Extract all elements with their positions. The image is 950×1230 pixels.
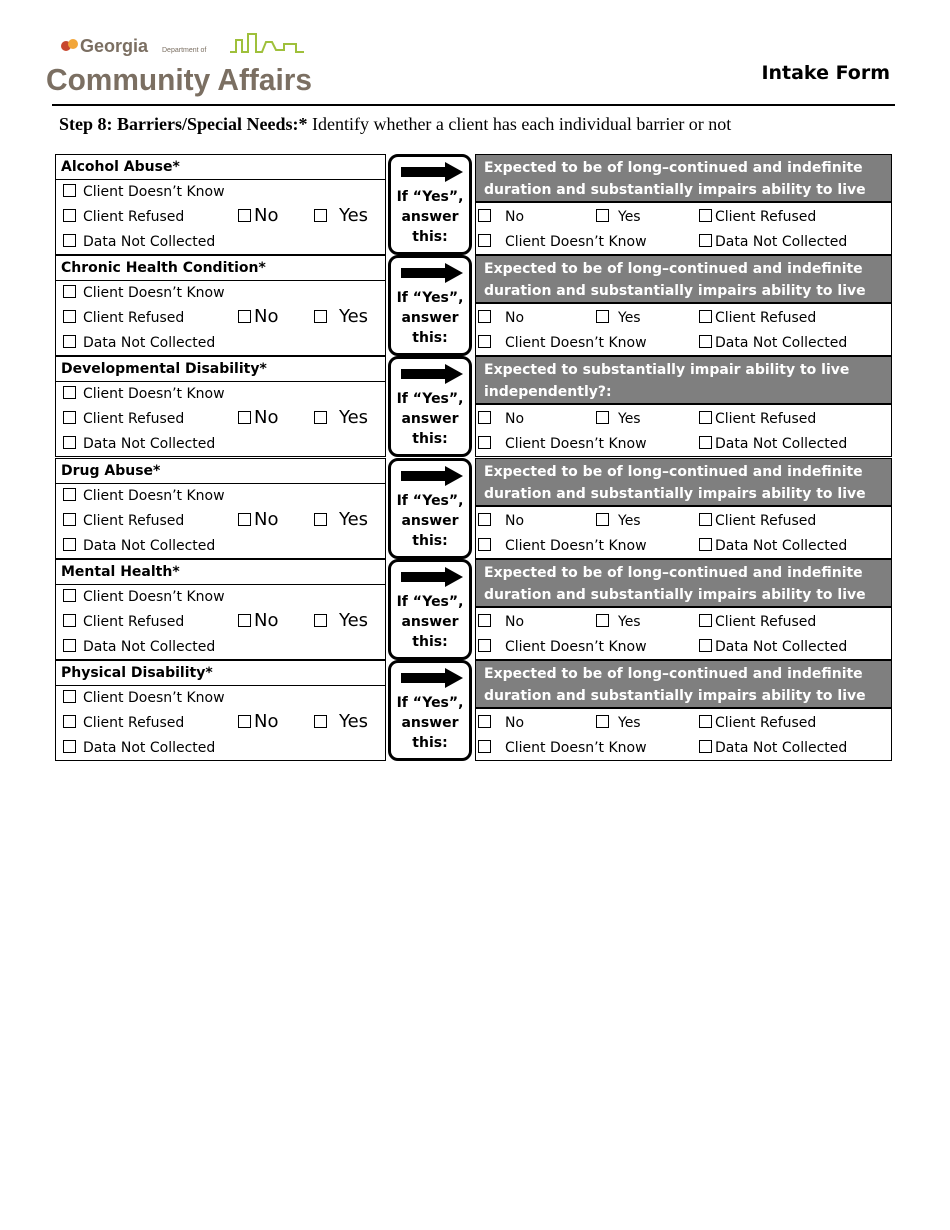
option-label: Client Doesn’t Know — [505, 537, 647, 554]
arrow-right-icon — [401, 263, 463, 283]
checkbox[interactable] — [314, 614, 327, 627]
checkbox[interactable] — [699, 234, 712, 247]
step-instruction: Identify whether a client has each individual barrier or not — [307, 114, 732, 134]
if-yes-connector — [388, 458, 472, 559]
barrier-section-1 — [55, 154, 895, 255]
followup-panel — [475, 559, 892, 660]
checkbox[interactable] — [699, 209, 712, 222]
option-label: Data Not Collected — [83, 740, 216, 756]
if-yes-connector — [388, 255, 472, 356]
followup-refused[interactable] — [699, 208, 816, 226]
checkbox[interactable] — [63, 488, 76, 501]
logo-main-text: Community Affairs — [46, 62, 312, 97]
arrow-right-icon — [401, 162, 463, 182]
option-label: Client Refused — [83, 310, 185, 327]
option-label: Data Not Collected — [83, 234, 216, 250]
option-label: Data Not Collected — [715, 335, 848, 352]
option-label: Client Refused — [715, 512, 817, 529]
checkbox[interactable] — [478, 614, 491, 627]
option-label: Yes — [339, 508, 369, 530]
barrier-panel — [55, 356, 386, 457]
option-no[interactable] — [238, 409, 278, 427]
if-yes-text: If “Yes”, answer this: — [396, 695, 464, 751]
option-label: Yes — [618, 411, 641, 428]
option-not-collected[interactable] — [63, 233, 215, 251]
arrow-right-icon — [401, 466, 463, 486]
option-label: No — [505, 512, 525, 529]
checkbox[interactable] — [596, 513, 609, 526]
followup-panel — [475, 458, 892, 559]
followup-no[interactable] — [478, 512, 524, 530]
followup-panel — [475, 356, 892, 457]
checkbox[interactable] — [63, 614, 76, 627]
followup-doesnt-know[interactable] — [478, 537, 647, 555]
option-doesnt-know[interactable] — [63, 385, 225, 403]
option-label: Client Refused — [715, 411, 817, 428]
barrier-panel — [55, 559, 386, 660]
form-title: Intake Form — [761, 62, 890, 84]
if-yes-text: If “Yes”, answer this: — [396, 189, 464, 245]
barrier-title: Developmental Disability* — [56, 357, 385, 382]
option-not-collected[interactable] — [63, 739, 215, 757]
checkbox[interactable] — [478, 436, 491, 449]
option-label: Data Not Collected — [83, 436, 216, 453]
option-label: Client Refused — [715, 310, 817, 327]
checkbox[interactable] — [238, 310, 251, 323]
option-refused[interactable] — [63, 410, 184, 428]
option-label: Data Not Collected — [715, 436, 848, 453]
followup-no[interactable] — [478, 714, 524, 732]
checkbox[interactable] — [314, 310, 327, 323]
option-label: Yes — [618, 512, 641, 529]
followup-question: Expected to be of long–continued and indefinite duration and substantially impairs ability to live — [476, 560, 891, 608]
logo-georgia-text: Georgia — [80, 36, 149, 56]
barrier-panel — [55, 458, 386, 559]
followup-doesnt-know[interactable] — [478, 233, 647, 251]
barrier-title: Chronic Health Condition* — [56, 256, 385, 281]
option-label: Client Refused — [715, 715, 817, 731]
option-label: Client Refused — [83, 715, 185, 731]
option-yes[interactable] — [314, 308, 368, 326]
option-label: Yes — [339, 407, 369, 429]
checkbox[interactable] — [238, 209, 251, 222]
barrier-section-3 — [55, 356, 895, 457]
checkbox[interactable] — [596, 715, 609, 728]
followup-doesnt-know[interactable] — [478, 739, 647, 757]
option-label: Client Doesn’t Know — [83, 386, 225, 403]
option-no[interactable] — [238, 609, 279, 631]
option-label: No — [254, 306, 279, 328]
option-label: Client Refused — [83, 411, 185, 428]
followup-yes[interactable] — [596, 309, 641, 327]
option-label: Client Doesn’t Know — [83, 690, 225, 706]
followup-refused[interactable] — [699, 714, 816, 732]
option-label: No — [254, 508, 279, 530]
if-yes-connector — [388, 559, 472, 660]
option-doesnt-know[interactable] — [63, 487, 225, 505]
barrier-title: Physical Disability* — [56, 661, 385, 686]
option-refused[interactable] — [63, 714, 184, 732]
option-label: No — [254, 711, 279, 732]
option-label: Client Refused — [715, 613, 817, 630]
followup-not-collected[interactable] — [699, 739, 847, 757]
option-label: Client Doesn’t Know — [83, 184, 225, 200]
checkbox[interactable] — [699, 639, 712, 652]
option-label: Data Not Collected — [715, 740, 848, 756]
checkbox[interactable] — [699, 715, 712, 728]
followup-yes[interactable] — [596, 208, 641, 226]
option-refused[interactable] — [63, 613, 184, 631]
option-no[interactable] — [238, 508, 279, 530]
followup-no[interactable] — [478, 410, 524, 428]
option-label: Client Doesn’t Know — [83, 588, 225, 605]
option-refused[interactable] — [63, 512, 184, 530]
checkbox[interactable] — [478, 310, 491, 323]
barrier-section-6 — [55, 660, 895, 761]
option-no[interactable] — [238, 713, 278, 731]
followup-question: Expected to be of long–continued and indefinite duration and substantially impairs ability to live — [476, 661, 891, 709]
followup-yes[interactable] — [596, 512, 641, 530]
option-refused[interactable] — [63, 309, 184, 327]
checkbox[interactable] — [314, 513, 327, 526]
arrow-right-icon — [401, 567, 463, 587]
option-doesnt-know[interactable] — [63, 183, 225, 201]
dca-logo — [44, 30, 319, 105]
option-label: Yes — [339, 609, 369, 631]
page-header — [0, 0, 950, 134]
checkbox[interactable] — [63, 310, 76, 323]
option-label: Yes — [618, 209, 641, 225]
option-label: Client Doesn’t Know — [505, 335, 647, 352]
option-label: Data Not Collected — [83, 638, 216, 655]
followup-question: Expected to be of long–continued and indefinite duration and substantially impairs ability to live — [476, 459, 891, 507]
followup-not-collected[interactable] — [699, 233, 847, 251]
option-label: Yes — [618, 613, 641, 630]
option-label: No — [505, 310, 525, 327]
barrier-section-5 — [55, 559, 895, 660]
option-label: Client Doesn’t Know — [505, 638, 647, 655]
checkbox[interactable] — [63, 538, 76, 551]
checkbox[interactable] — [596, 310, 609, 323]
option-label: Client Refused — [715, 209, 817, 225]
checkbox[interactable] — [63, 715, 76, 728]
checkbox[interactable] — [63, 234, 76, 247]
option-yes[interactable] — [314, 609, 369, 631]
option-not-collected[interactable] — [63, 638, 215, 656]
followup-doesnt-know[interactable] — [478, 334, 647, 352]
if-yes-connector — [388, 660, 472, 761]
checkbox[interactable] — [478, 234, 491, 247]
checkbox[interactable] — [63, 411, 76, 424]
checkbox[interactable] — [63, 690, 76, 703]
option-label: Data Not Collected — [715, 638, 848, 655]
checkbox[interactable] — [314, 411, 327, 424]
checkbox[interactable] — [63, 285, 76, 298]
option-label: Data Not Collected — [715, 537, 848, 554]
followup-doesnt-know[interactable] — [478, 638, 647, 656]
followup-refused[interactable] — [699, 512, 816, 530]
option-doesnt-know[interactable] — [63, 588, 225, 606]
option-label: Client Doesn’t Know — [505, 740, 647, 756]
option-doesnt-know[interactable] — [63, 689, 225, 707]
option-label: No — [254, 609, 279, 631]
barrier-title: Drug Abuse* — [56, 459, 385, 484]
option-label: No — [505, 715, 525, 731]
option-no[interactable] — [238, 207, 278, 225]
checkbox[interactable] — [63, 740, 76, 753]
option-label: Data Not Collected — [83, 335, 216, 352]
option-refused[interactable] — [63, 208, 184, 226]
barrier-panel — [55, 660, 386, 761]
option-doesnt-know[interactable] — [63, 284, 225, 302]
checkbox[interactable] — [63, 386, 76, 399]
step-label: Step 8: Barriers/Special Needs:* — [59, 114, 308, 134]
option-yes[interactable] — [314, 207, 368, 225]
followup-not-collected[interactable] — [699, 638, 847, 656]
followup-question: Expected to be of long–continued and indefinite duration and substantially impairs ability to live — [476, 155, 891, 203]
followup-refused[interactable] — [699, 309, 816, 327]
checkbox[interactable] — [478, 335, 491, 348]
followup-panel — [475, 255, 892, 356]
checkbox[interactable] — [699, 335, 712, 348]
checkbox[interactable] — [478, 715, 491, 728]
header-divider — [52, 104, 895, 106]
option-label: No — [505, 209, 525, 225]
followup-question: Expected to substantially impair ability to live independently?: — [476, 357, 891, 405]
checkbox[interactable] — [238, 513, 251, 526]
checkbox[interactable] — [238, 715, 251, 728]
checkbox[interactable] — [478, 411, 491, 424]
option-label: Client Refused — [83, 209, 185, 225]
option-not-collected[interactable] — [63, 537, 215, 555]
followup-no[interactable] — [478, 309, 524, 327]
followup-no[interactable] — [478, 613, 524, 631]
checkbox[interactable] — [596, 614, 609, 627]
checkbox[interactable] — [699, 614, 712, 627]
followup-panel — [475, 660, 892, 761]
if-yes-text: If “Yes”, answer this: — [396, 391, 464, 448]
option-label: Yes — [618, 715, 641, 731]
if-yes-text: If “Yes”, answer this: — [396, 593, 464, 650]
checkbox[interactable] — [699, 513, 712, 526]
checkbox[interactable] — [63, 335, 76, 348]
option-yes[interactable] — [314, 508, 369, 530]
followup-doesnt-know[interactable] — [478, 435, 647, 453]
if-yes-text: If “Yes”, answer this: — [396, 290, 464, 347]
checkbox[interactable] — [63, 184, 76, 197]
followup-yes[interactable] — [596, 410, 641, 428]
if-yes-text: If “Yes”, answer this: — [396, 492, 464, 549]
checkbox[interactable] — [314, 209, 327, 222]
followup-panel — [475, 154, 892, 255]
checkbox[interactable] — [596, 411, 609, 424]
step-heading — [59, 114, 731, 135]
followup-refused[interactable] — [699, 410, 816, 428]
checkbox[interactable] — [699, 538, 712, 551]
barrier-panel — [55, 154, 386, 255]
followup-not-collected[interactable] — [699, 334, 847, 352]
option-label: Yes — [618, 310, 641, 327]
option-label: Client Doesn’t Know — [505, 436, 647, 453]
followup-not-collected[interactable] — [699, 435, 847, 453]
barrier-panel — [55, 255, 386, 356]
arrow-right-icon — [401, 364, 463, 384]
checkbox[interactable] — [699, 411, 712, 424]
option-label: Data Not Collected — [83, 537, 216, 554]
checkbox[interactable] — [63, 589, 76, 602]
option-label: No — [254, 407, 279, 429]
option-yes[interactable] — [314, 409, 368, 427]
barrier-section-4 — [55, 458, 895, 559]
checkbox[interactable] — [596, 209, 609, 222]
option-label: No — [505, 411, 525, 428]
option-label: Yes — [339, 711, 369, 732]
barrier-title: Mental Health* — [56, 560, 385, 585]
checkbox[interactable] — [478, 538, 491, 551]
checkbox[interactable] — [699, 436, 712, 449]
checkbox[interactable] — [699, 310, 712, 323]
option-label: Client Refused — [83, 512, 185, 529]
barrier-title: Alcohol Abuse* — [56, 155, 385, 180]
checkbox[interactable] — [478, 740, 491, 753]
followup-yes[interactable] — [596, 613, 641, 631]
option-label: Client Doesn’t Know — [505, 234, 647, 250]
checkbox[interactable] — [314, 715, 327, 728]
checkbox[interactable] — [699, 740, 712, 753]
checkbox[interactable] — [478, 209, 491, 222]
option-label: Yes — [339, 306, 369, 328]
option-label: No — [254, 205, 279, 226]
checkbox[interactable] — [478, 513, 491, 526]
followup-no[interactable] — [478, 208, 524, 226]
arrow-right-icon — [401, 668, 463, 688]
checkbox[interactable] — [63, 209, 76, 222]
barrier-section-2 — [55, 255, 895, 356]
checkbox[interactable] — [63, 639, 76, 652]
option-label: Client Doesn’t Know — [83, 487, 225, 504]
checkbox[interactable] — [63, 436, 76, 449]
logo-dept-text: Department of — [162, 47, 207, 54]
option-label: Yes — [339, 205, 369, 226]
option-label: Data Not Collected — [715, 234, 848, 250]
followup-question: Expected to be of long–continued and indefinite duration and substantially impairs ability to live — [476, 256, 891, 304]
followup-yes[interactable] — [596, 714, 641, 732]
checkbox[interactable] — [238, 411, 251, 424]
checkbox[interactable] — [63, 513, 76, 526]
checkbox[interactable] — [238, 614, 251, 627]
option-not-collected[interactable] — [63, 435, 215, 453]
option-label: No — [505, 613, 525, 630]
option-not-collected[interactable] — [63, 334, 215, 352]
if-yes-connector — [388, 154, 472, 255]
option-label: Client Doesn’t Know — [83, 285, 225, 302]
option-label: Client Refused — [83, 613, 185, 630]
followup-refused[interactable] — [699, 613, 816, 631]
option-yes[interactable] — [314, 713, 368, 731]
if-yes-connector — [388, 356, 472, 457]
option-no[interactable] — [238, 308, 278, 326]
checkbox[interactable] — [478, 639, 491, 652]
followup-not-collected[interactable] — [699, 537, 847, 555]
